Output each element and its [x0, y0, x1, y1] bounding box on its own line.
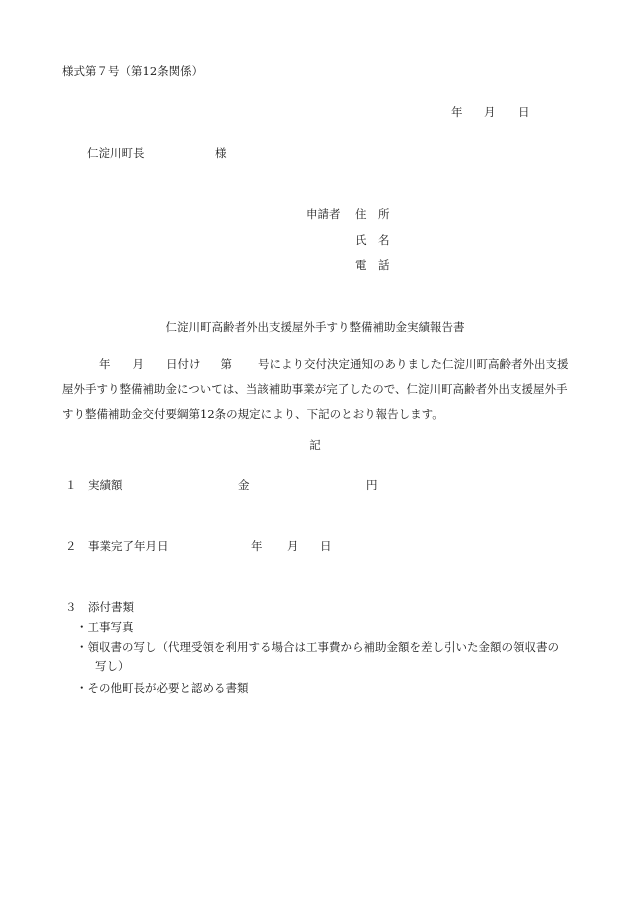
applicant-phone-label: 電 話	[355, 258, 390, 272]
body-text: 号により交付決定通知のありました仁淀川町高齢者外出支援屋外手すり整備補助金については、当該補助事業が完了したので、仁淀川町高齢者外出支援屋外手すり整備補助金交付要綱第12条の規定により、下記のとおり報告します。	[62, 357, 569, 421]
body-day-suffix: 日付け	[166, 357, 201, 371]
body-number-prefix: 第	[220, 357, 232, 371]
body-month: 月	[132, 357, 144, 371]
item2-day: 日	[320, 539, 332, 553]
item2-number: ２	[65, 539, 77, 553]
addressee-honorific: 様	[215, 146, 227, 160]
applicant-address-label: 住 所	[355, 207, 390, 221]
applicant-label: 申請者	[306, 207, 341, 221]
ki-heading: 記	[309, 438, 321, 452]
body-paragraph	[62, 352, 572, 427]
item1-number: １	[65, 478, 77, 492]
item1-kin: 金	[238, 478, 250, 492]
attachment-item-continuation: 写し）	[95, 659, 130, 673]
addressee-name: 仁淀川町長	[87, 146, 145, 160]
body-year: 年	[99, 357, 111, 371]
date-month-label: 月	[484, 105, 496, 119]
item1-yen: 円	[366, 478, 378, 492]
item1-label: 実績額	[88, 478, 123, 492]
item3-number: ３	[65, 600, 77, 614]
date-year-label: 年	[451, 105, 463, 119]
attachment-item: ・その他町長が必要と認める書類	[76, 681, 249, 695]
item2-year: 年	[251, 539, 263, 553]
attachment-item: ・工事写真	[76, 620, 134, 634]
date-day-label: 日	[518, 105, 530, 119]
item2-label: 事業完了年月日	[88, 539, 169, 553]
applicant-name-label: 氏 名	[355, 233, 390, 247]
document-title: 仁淀川町高齢者外出支援屋外手すり整備補助金実績報告書	[165, 320, 465, 334]
item3-label: 添付書類	[88, 600, 134, 614]
attachment-item: ・領収書の写し（代理受領を利用する場合は工事費から補助金額を差し引いた金額の領収書の	[76, 640, 559, 654]
item2-month: 月	[287, 539, 299, 553]
form-number: 様式第７号（第12条関係）	[62, 64, 204, 78]
